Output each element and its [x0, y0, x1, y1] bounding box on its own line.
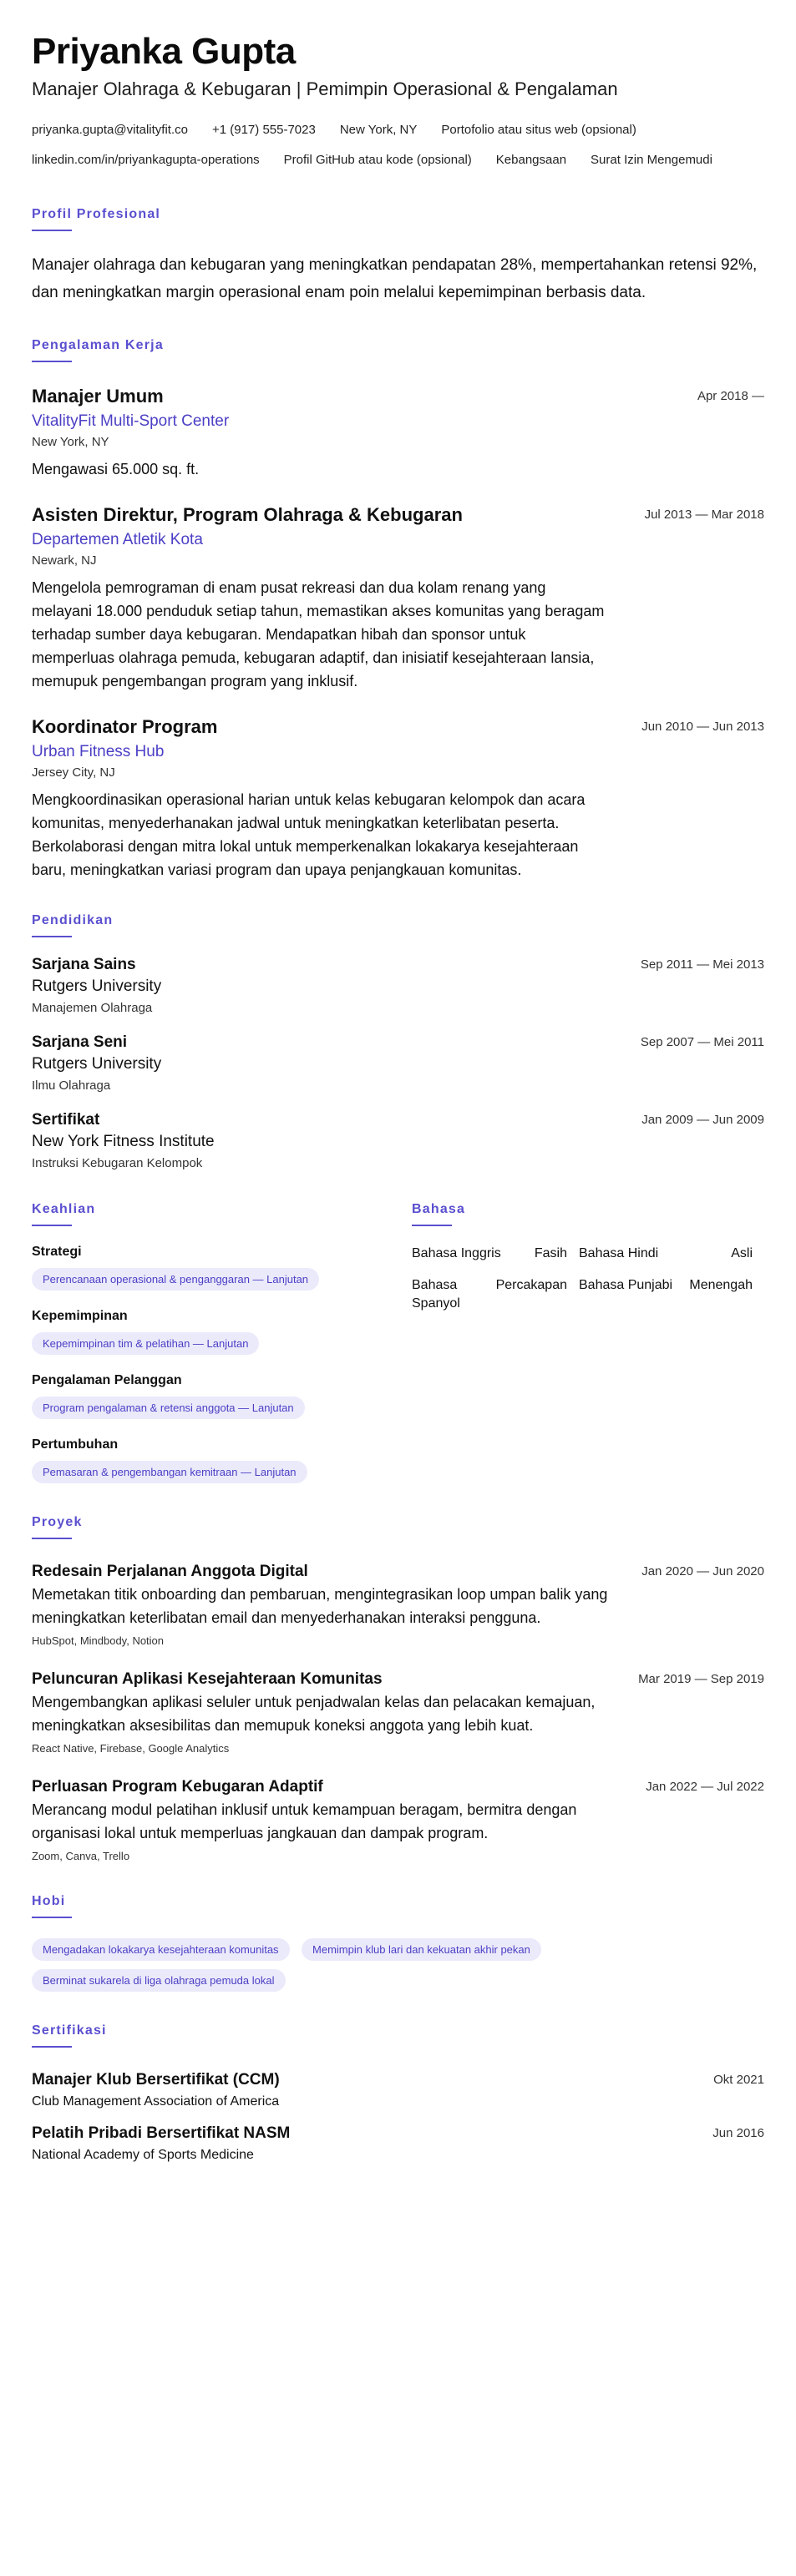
certification-issuer: National Academy of Sports Medicine: [32, 2148, 254, 2163]
contact-phone[interactable]: +1 (917) 555-7023: [211, 123, 316, 138]
school: Rutgers University: [32, 977, 162, 996]
experience-entry: [32, 716, 764, 881]
skill-category: Pertumbuhan: [32, 1437, 119, 1452]
section-divider: [32, 230, 72, 231]
language-list: [412, 1245, 764, 1313]
project-tools: Zoom, Canva, Trello: [32, 1850, 130, 1863]
language-level: Percakapan: [495, 1278, 567, 1293]
experience-entry: [32, 504, 764, 693]
section-divider: [412, 1225, 452, 1226]
skills-section: [32, 1202, 412, 1483]
project-entry: [32, 1563, 764, 1647]
hobby-tag: Memimpin klub lari dan kekuatan akhir pekan: [302, 1938, 541, 1961]
degree: Sertifikat: [32, 1111, 100, 1129]
entry-date: Apr 2018 —: [697, 389, 764, 404]
section-divider: [32, 1225, 72, 1226]
project-name: Peluncuran Aplikasi Kesejahteraan Komunitas: [32, 1670, 383, 1689]
language-level: Fasih: [534, 1246, 567, 1261]
candidate-name: Priyanka Gupta: [32, 31, 296, 72]
section-title: Keahlian: [32, 1202, 96, 1217]
profile-section: [32, 207, 764, 306]
project-tools: React Native, Firebase, Google Analytics: [32, 1742, 230, 1755]
degree: Sarjana Sains: [32, 956, 136, 974]
field-of-study: Ilmu Olahraga: [32, 1078, 111, 1094]
hobby-tag: Berminat sukarela di liga olahraga pemuda lokal: [32, 1969, 286, 1992]
contact-nationality: Kebangsaan: [495, 153, 567, 168]
language-item: [412, 1245, 579, 1263]
entry-date: Jun 2016: [712, 2126, 764, 2141]
section-title: Pendidikan: [32, 913, 114, 928]
skill-tag: Perencanaan operasional & penganggaran — Lanjutan: [32, 1268, 319, 1291]
experience-entry: [32, 386, 764, 481]
hobbies-section: [32, 1894, 764, 1992]
contact-portfolio[interactable]: Portofolio atau situs web (opsional): [441, 123, 636, 138]
skill-category: Pengalaman Pelanggan: [32, 1373, 182, 1388]
certification-name: Manajer Klub Bersertifikat (CCM): [32, 2071, 280, 2089]
degree: Sarjana Seni: [32, 1033, 128, 1052]
section-divider: [32, 2046, 72, 2048]
project-name: Perluasan Program Kebugaran Adaptif: [32, 1778, 323, 1796]
job-title: Koordinator Program: [32, 716, 218, 738]
contact-driving-license: Surat Izin Mengemudi: [591, 153, 712, 168]
job-location: Jersey City, NJ: [32, 765, 115, 780]
section-divider: [32, 936, 72, 937]
education-entry: [32, 956, 764, 1015]
certification-issuer: Club Management Association of America: [32, 2094, 280, 2109]
school: New York Fitness Institute: [32, 1133, 215, 1151]
school: Rutgers University: [32, 1055, 162, 1073]
language-item: [412, 1276, 579, 1313]
project-entry: [32, 1778, 764, 1862]
project-description: Merancang modul pelatihan inklusif untuk kemampuan beragam, bermitra dengan organisasi lokal untuk memperluas jangkauan dan dampak program.: [32, 1801, 577, 1842]
job-title: Manajer Umum: [32, 386, 164, 407]
certification-entry: [32, 2071, 764, 2109]
certification-entry: [32, 2124, 764, 2163]
job-description: Mengelola pemrograman di enam pusat rekreasi dan dua kolam renang yang melayani 18.000 penduduk setiap tahun, memastikan akses komunitas yang beragam terhadap sumber daya kebugaran. Mendapatkan hibah dan sponsor untuk memperluas olahraga pemuda, kebugaran adaptif, dan inisiatif kesejahteraan lansia, memupuk pengembangan program yang inklusif.: [32, 579, 605, 690]
language-item: [579, 1245, 764, 1263]
company-name: Urban Fitness Hub: [32, 743, 165, 761]
education-entry: [32, 1111, 764, 1170]
job-title: Asisten Direktur, Program Olahraga & Kebugaran: [32, 504, 463, 526]
job-description: Mengkoordinasikan operasional harian untuk kelas kebugaran kelompok dan acara komunitas, menyederhanakan jadwal untuk meningkatkan keterlibatan peserta. Berkolaborasi dengan mitra lokal untuk memperkenalkan lokakarya kesejahteraan baru, meningkatkan variasi program dan upaya penjangkauan komunitas.: [32, 791, 586, 879]
language-name: Bahasa Punjabi: [579, 1278, 673, 1293]
skill-category: Strategi: [32, 1245, 82, 1260]
experience-section: [32, 338, 764, 881]
company-name: Departemen Atletik Kota: [32, 531, 203, 549]
section-title: Hobi: [32, 1894, 66, 1909]
job-location: New York, NY: [32, 435, 109, 450]
contact-linkedin[interactable]: linkedin.com/in/priyankagupta-operations: [32, 153, 260, 168]
skills-languages-row: [32, 1202, 764, 1483]
language-name: Bahasa Inggris: [412, 1246, 501, 1261]
certifications-section: [32, 2023, 764, 2163]
entry-date: Jun 2010 — Jun 2013: [641, 720, 764, 735]
entry-date: Jan 2022 — Jul 2022: [646, 1780, 764, 1795]
project-tools: HubSpot, Mindbody, Notion: [32, 1634, 165, 1648]
project-name: Redesain Perjalanan Anggota Digital: [32, 1563, 308, 1581]
section-title: Proyek: [32, 1515, 83, 1530]
company-name: VitalityFit Multi-Sport Center: [32, 412, 230, 431]
hobby-tag: Mengadakan lokakarya kesejahteraan komunitas: [32, 1938, 290, 1961]
certification-name: Pelatih Pribadi Bersertifikat NASM: [32, 2124, 291, 2143]
entry-date: Sep 2011 — Mei 2013: [640, 957, 764, 972]
contact-list: [32, 115, 764, 175]
section-title: Pengalaman Kerja: [32, 338, 164, 353]
project-description: Memetakan titik onboarding dan pembaruan, mengintegrasikan loop umpan balik yang meningkatkan keterlibatan email dan menyederhanakan interaksi pengguna.: [32, 1586, 608, 1627]
skill-tag: Program pengalaman & retensi anggota — Lanjutan: [32, 1397, 305, 1419]
languages-section: [412, 1202, 764, 1483]
language-name: Bahasa Spanyol: [412, 1278, 460, 1311]
section-divider: [32, 1917, 72, 1918]
skill-tag: Kepemimpinan tim & pelatihan — Lanjutan: [32, 1332, 259, 1355]
profile-summary: Manajer olahraga dan kebugaran yang meningkatkan pendapatan 28%, mempertahankan retensi 92%, dan meningkatkan margin operasional enam poin melalui kepemimpinan berbasis data.: [32, 256, 758, 302]
entry-date: Jan 2020 — Jun 2020: [641, 1564, 764, 1579]
education-section: [32, 913, 764, 1170]
language-level: Asli: [731, 1246, 753, 1261]
section-title: Bahasa: [412, 1202, 466, 1217]
job-location: Newark, NJ: [32, 553, 97, 568]
projects-section: [32, 1515, 764, 1862]
contact-email[interactable]: priyanka.gupta@vitalityfit.co: [32, 123, 188, 138]
entry-date: Sep 2007 — Mei 2011: [640, 1035, 764, 1050]
section-divider: [32, 1538, 72, 1539]
entry-date: Jan 2009 — Jun 2009: [641, 1113, 764, 1128]
field-of-study: Instruksi Kebugaran Kelompok: [32, 1156, 203, 1171]
entry-date: Okt 2021: [713, 2073, 764, 2088]
section-title: Profil Profesional: [32, 207, 161, 222]
candidate-headline: Manajer Olahraga & Kebugaran | Pemimpin Operasional & Pengalaman: [32, 78, 618, 100]
resume-header: [32, 32, 764, 175]
education-entry: [32, 1033, 764, 1093]
section-divider: [32, 361, 72, 362]
skill-category: Kepemimpinan: [32, 1309, 128, 1324]
skill-tag: Pemasaran & pengembangan kemitraan — Lanjutan: [32, 1461, 307, 1483]
language-item: [579, 1276, 764, 1313]
contact-location: New York, NY: [339, 123, 418, 138]
job-description: Mengawasi 65.000 sq. ft.: [32, 461, 200, 478]
language-level: Menengah: [689, 1278, 753, 1293]
language-name: Bahasa Hindi: [579, 1246, 659, 1261]
section-title: Sertifikasi: [32, 2023, 107, 2038]
contact-github[interactable]: Profil GitHub atau kode (opsional): [283, 153, 472, 168]
entry-date: Mar 2019 — Sep 2019: [638, 1672, 764, 1687]
field-of-study: Manajemen Olahraga: [32, 1001, 153, 1016]
hobby-list: [32, 1930, 764, 1992]
entry-date: Jul 2013 — Mar 2018: [644, 508, 764, 523]
project-description: Mengembangkan aplikasi seluler untuk penjadwalan kelas dan pelacakan kemajuan, meningkatkan aksesibilitas dan memupuk koneksi anggota yang lebih kuat.: [32, 1694, 596, 1735]
project-entry: [32, 1670, 764, 1755]
